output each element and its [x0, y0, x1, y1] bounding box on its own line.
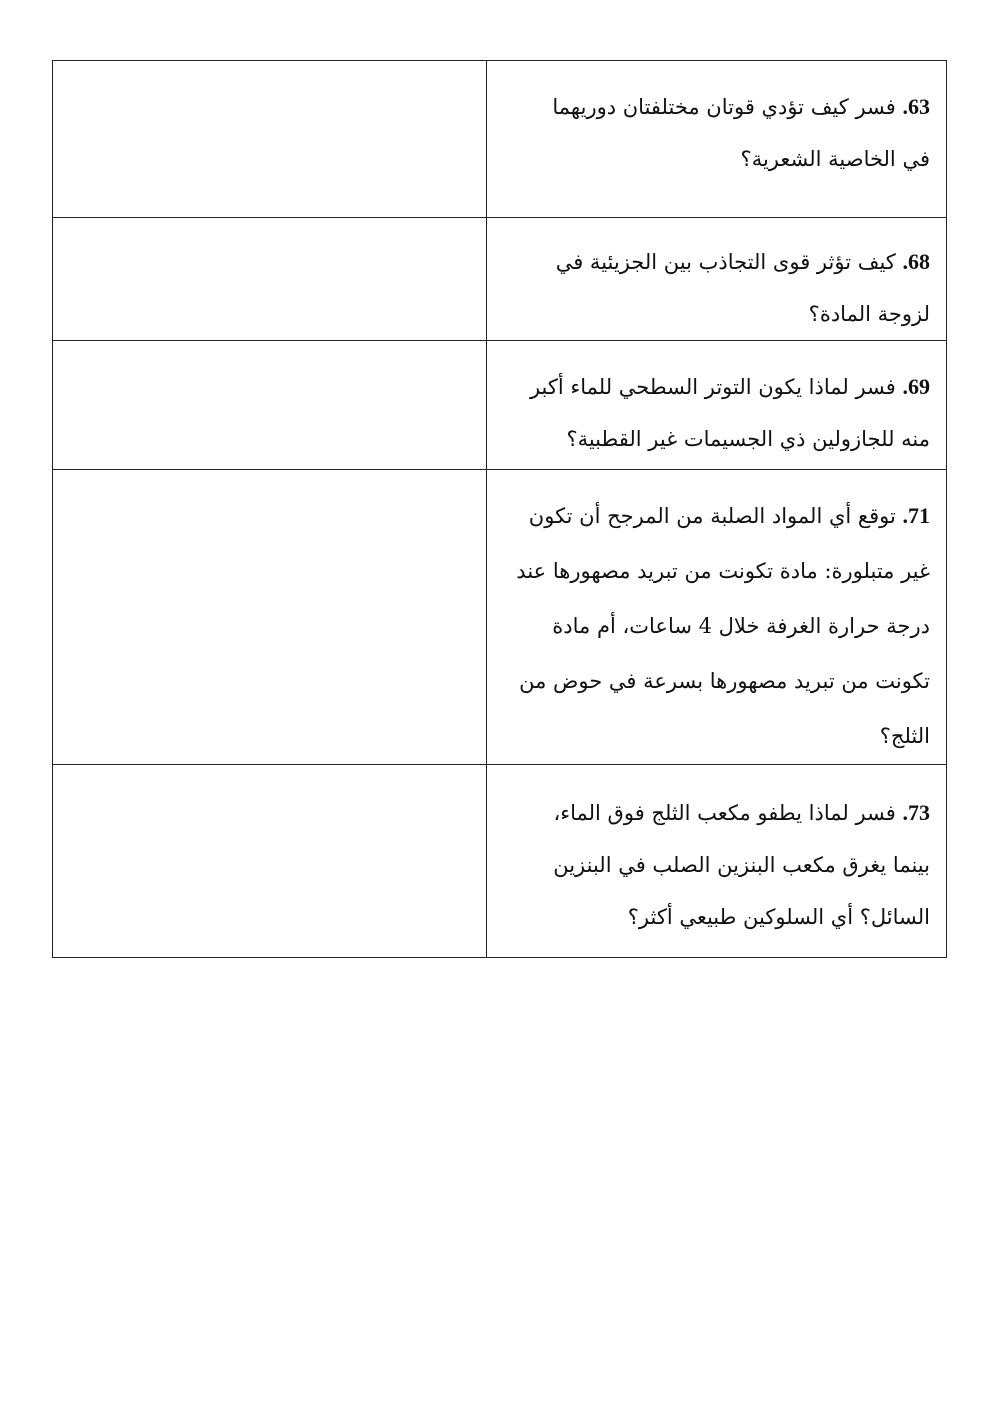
question-text: [487, 341, 946, 465]
answer-cell[interactable]: [53, 61, 487, 218]
question-text: [487, 470, 946, 764]
answer-cell[interactable]: [53, 218, 487, 341]
question-body: فسر لماذا يكون التوتر السطحي للماء أكبر منه للجازولين ذي الجسيمات غير القطبية؟: [529, 375, 930, 451]
question-number: 73.: [902, 800, 930, 825]
table-row: [53, 218, 947, 341]
question-number: 63.: [902, 94, 930, 119]
question-body: كيف تؤثر قوى التجاذب بين الجزيئية في لزوجة المادة؟: [555, 250, 930, 326]
question-cell: [487, 218, 947, 341]
question-number: 69.: [902, 374, 930, 399]
question-number: 68.: [902, 249, 930, 274]
question-text: [487, 218, 946, 340]
table-row: [53, 341, 947, 470]
answer-cell[interactable]: [53, 341, 487, 470]
question-cell: [487, 765, 947, 958]
table-row: [53, 765, 947, 958]
table-row: [53, 61, 947, 218]
question-cell: [487, 61, 947, 218]
question-number: 71.: [902, 503, 930, 528]
answer-cell[interactable]: [53, 765, 487, 958]
question-cell: [487, 470, 947, 765]
questions-table: [52, 60, 947, 958]
question-cell: [487, 341, 947, 470]
answer-cell[interactable]: [53, 470, 487, 765]
question-body: فسر كيف تؤدي قوتان مختلفتان دوريهما في الخاصية الشعرية؟: [552, 95, 930, 171]
question-body: توقع أي المواد الصلبة من المرجح أن تكون غير متبلورة: مادة تكونت من تبريد مصهورها عند درجة حرارة الغرفة خلال 4 ساعات، أم مادة تكونت من تبريد مصهورها بسرعة في حوض من الثلج؟: [516, 504, 930, 748]
question-text: [487, 765, 946, 943]
question-text: [487, 61, 946, 185]
table-row: [53, 470, 947, 765]
question-body: فسر لماذا يطفو مكعب الثلج فوق الماء، بينما يغرق مكعب البنزين الصلب في البنزين السائل؟ أي السلوكين طبيعي أكثر؟: [553, 801, 930, 929]
